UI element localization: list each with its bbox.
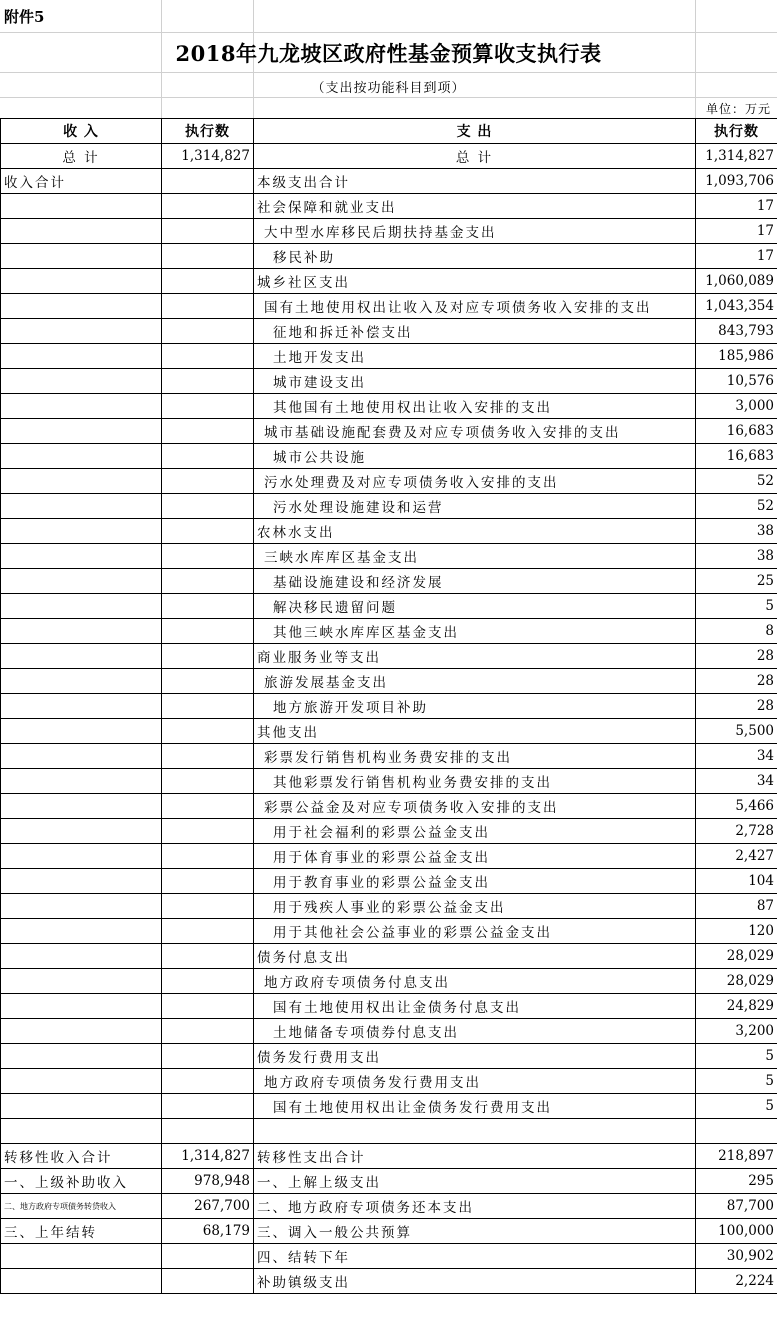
expense-item: 二、地方政府专项债务还本支出: [254, 1194, 696, 1219]
table-row: [1, 319, 777, 344]
expense-value: 2,728: [696, 819, 777, 844]
table-row: [1, 594, 777, 619]
income-value: [162, 519, 254, 544]
expense-item: 城市建设支出: [254, 369, 696, 394]
table-row: [1, 819, 777, 844]
grid-line: [0, 72, 777, 73]
expense-value: 52: [696, 494, 777, 519]
expense-total-value: 1,314,827: [696, 144, 777, 169]
expense-value: 38: [696, 544, 777, 569]
income-column-header: 收 入: [1, 119, 162, 144]
expense-item: 商业服务业等支出: [254, 644, 696, 669]
income-value: [162, 1044, 254, 1069]
income-value: 267,700: [162, 1194, 254, 1219]
income-value: [162, 444, 254, 469]
expense-value: 30,902: [696, 1244, 777, 1269]
table-header-row: [1, 119, 777, 144]
expense-item: 用于其他社会公益事业的彩票公益金支出: [254, 919, 696, 944]
expense-value: 25: [696, 569, 777, 594]
table-row: [1, 394, 777, 419]
income-item: [1, 319, 162, 344]
expense-value: 34: [696, 769, 777, 794]
income-item: [1, 1094, 162, 1119]
income-item: 二、地方政府专项债务转贷收入: [1, 1194, 162, 1219]
table-row: [1, 469, 777, 494]
expense-value: 5: [696, 1069, 777, 1094]
income-value: [162, 744, 254, 769]
income-item: 一、上级补助收入: [1, 1169, 162, 1194]
table-row: [1, 1019, 777, 1044]
table-row: [1, 1119, 777, 1144]
income-item: [1, 369, 162, 394]
table-row: [1, 344, 777, 369]
income-item: [1, 1269, 162, 1294]
income-value: [162, 644, 254, 669]
income-item: [1, 1044, 162, 1069]
expense-value: 87,700: [696, 1194, 777, 1219]
page-title: 2018年九龙坡区政府性基金预算收支执行表: [175, 41, 602, 66]
table-row: [1, 1269, 777, 1294]
income-item: [1, 269, 162, 294]
table-row: [1, 794, 777, 819]
income-item: [1, 194, 162, 219]
income-item: [1, 419, 162, 444]
table-row: [1, 569, 777, 594]
income-value: [162, 469, 254, 494]
expense-value: 120: [696, 919, 777, 944]
expense-item: 地方政府专项债务发行费用支出: [254, 1069, 696, 1094]
table-row: [1, 1244, 777, 1269]
page-subtitle: （支出按功能科目到项）: [311, 81, 466, 96]
income-item: [1, 644, 162, 669]
table-row: [1, 244, 777, 269]
expense-value: 17: [696, 244, 777, 269]
expense-item: 移民补助: [254, 244, 696, 269]
income-item: [1, 794, 162, 819]
expense-item: 一、上解上级支出: [254, 1169, 696, 1194]
expense-value: 100,000: [696, 1219, 777, 1244]
expense-value: 10,576: [696, 369, 777, 394]
expense-value: 38: [696, 519, 777, 544]
expense-item: 用于社会福利的彩票公益金支出: [254, 819, 696, 844]
income-item: [1, 569, 162, 594]
income-item: [1, 619, 162, 644]
table-row: [1, 844, 777, 869]
expense-value: 16,683: [696, 444, 777, 469]
expense-item: 用于体育事业的彩票公益金支出: [254, 844, 696, 869]
income-value: [162, 944, 254, 969]
income-value: [162, 544, 254, 569]
income-item: [1, 1119, 162, 1144]
expense-item: 地方政府专项债务付息支出: [254, 969, 696, 994]
income-value: [162, 219, 254, 244]
expense-value: 5,466: [696, 794, 777, 819]
table-row: [1, 269, 777, 294]
income-item: [1, 744, 162, 769]
expense-item: 其他支出: [254, 719, 696, 744]
income-item: [1, 294, 162, 319]
expense-value: 28,029: [696, 944, 777, 969]
income-value: [162, 494, 254, 519]
expense-value: 17: [696, 194, 777, 219]
income-value: [162, 719, 254, 744]
table-row: [1, 744, 777, 769]
expense-item: 基础设施建设和经济发展: [254, 569, 696, 594]
income-value: [162, 1019, 254, 1044]
table-row: [1, 494, 777, 519]
income-item: [1, 469, 162, 494]
expense-value: 17: [696, 219, 777, 244]
table-row: [1, 169, 777, 194]
income-value: [162, 819, 254, 844]
expense-value: 28: [696, 694, 777, 719]
expense-item: 旅游发展基金支出: [254, 669, 696, 694]
expense-value: 28: [696, 644, 777, 669]
table-row: [1, 294, 777, 319]
income-total-value: 1,314,827: [162, 144, 254, 169]
unit-label: 单位：万元: [705, 102, 771, 116]
table-row: [1, 1169, 777, 1194]
expense-value: 28,029: [696, 969, 777, 994]
income-value: [162, 1119, 254, 1144]
income-value: [162, 1269, 254, 1294]
expense-item: [254, 1119, 696, 1144]
table-row: [1, 1194, 777, 1219]
table-row: [1, 919, 777, 944]
income-item: [1, 394, 162, 419]
table-row: [1, 694, 777, 719]
table-row: [1, 219, 777, 244]
expense-item: 转移性支出合计: [254, 1144, 696, 1169]
income-item: [1, 844, 162, 869]
expense-value: 1,043,354: [696, 294, 777, 319]
income-value: [162, 1069, 254, 1094]
expense-value: 1,093,706: [696, 169, 777, 194]
expense-item: 用于残疾人事业的彩票公益金支出: [254, 894, 696, 919]
income-value: [162, 344, 254, 369]
expense-value: 52: [696, 469, 777, 494]
expense-item: 城乡社区支出: [254, 269, 696, 294]
expense-item: 三、调入一般公共预算: [254, 1219, 696, 1244]
expense-item: 土地开发支出: [254, 344, 696, 369]
income-item: [1, 494, 162, 519]
expense-item: 其他彩票发行销售机构业务费安排的支出: [254, 769, 696, 794]
income-item: [1, 969, 162, 994]
expense-item: 城市公共设施: [254, 444, 696, 469]
income-value: [162, 794, 254, 819]
expense-value: 24,829: [696, 994, 777, 1019]
totals-row: [1, 144, 777, 169]
expense-item: 用于教育事业的彩票公益金支出: [254, 869, 696, 894]
table-row: [1, 444, 777, 469]
income-item: [1, 594, 162, 619]
income-item: 收入合计: [1, 169, 162, 194]
income-value: [162, 269, 254, 294]
expense-item: 三峡水库库区基金支出: [254, 544, 696, 569]
expense-item: 大中型水库移民后期扶持基金支出: [254, 219, 696, 244]
table-row: [1, 1069, 777, 1094]
income-item: [1, 1244, 162, 1269]
annex-label: 附件5: [4, 8, 45, 26]
expense-total-label: 总 计: [254, 144, 696, 169]
expense-value: [696, 1119, 777, 1144]
income-value: [162, 294, 254, 319]
income-item: [1, 769, 162, 794]
income-value: [162, 419, 254, 444]
table-row: [1, 1094, 777, 1119]
table-row: [1, 1219, 777, 1244]
income-value: [162, 869, 254, 894]
income-item: [1, 1069, 162, 1094]
expense-value: 5,500: [696, 719, 777, 744]
expense-item: 国有土地使用权出让收入及对应专项债务收入安排的支出: [254, 294, 696, 319]
expense-item: 污水处理费及对应专项债务收入安排的支出: [254, 469, 696, 494]
expense-item: 补助镇级支出: [254, 1269, 696, 1294]
income-item: [1, 869, 162, 894]
expense-item: 其他国有土地使用权出让收入安排的支出: [254, 394, 696, 419]
table-row: [1, 519, 777, 544]
income-value: [162, 594, 254, 619]
table-row: [1, 894, 777, 919]
income-value: [162, 619, 254, 644]
expense-column-header: 支 出: [254, 119, 696, 144]
expense-value: 2,224: [696, 1269, 777, 1294]
table-row: [1, 369, 777, 394]
expense-value: 295: [696, 1169, 777, 1194]
income-item: [1, 669, 162, 694]
expense-item: 其他三峡水库库区基金支出: [254, 619, 696, 644]
income-item: [1, 719, 162, 744]
expense-item: 农林水支出: [254, 519, 696, 544]
table-row: [1, 769, 777, 794]
income-value: 68,179: [162, 1219, 254, 1244]
expense-value: 16,683: [696, 419, 777, 444]
expense-item: 土地储备专项债券付息支出: [254, 1019, 696, 1044]
expense-value: 34: [696, 744, 777, 769]
income-amount-column-header: 执行数: [162, 119, 254, 144]
expense-amount-column-header: 执行数: [696, 119, 777, 144]
table-row: [1, 194, 777, 219]
income-total-label: 总 计: [1, 144, 162, 169]
table-row: [1, 1144, 777, 1169]
income-item: 三、上年结转: [1, 1219, 162, 1244]
income-value: [162, 319, 254, 344]
table-row: [1, 944, 777, 969]
expense-value: 104: [696, 869, 777, 894]
expense-value: 2,427: [696, 844, 777, 869]
income-item: [1, 219, 162, 244]
income-item: [1, 919, 162, 944]
income-value: [162, 169, 254, 194]
income-item: [1, 544, 162, 569]
income-value: [162, 919, 254, 944]
expense-item: 债务发行费用支出: [254, 1044, 696, 1069]
table-row: [1, 969, 777, 994]
expense-value: 1,060,089: [696, 269, 777, 294]
income-value: [162, 569, 254, 594]
expense-value: 185,986: [696, 344, 777, 369]
income-value: [162, 894, 254, 919]
income-value: [162, 369, 254, 394]
income-item: [1, 994, 162, 1019]
income-item: [1, 519, 162, 544]
income-item: [1, 244, 162, 269]
expense-value: 843,793: [696, 319, 777, 344]
expense-value: 218,897: [696, 1144, 777, 1169]
table-row: [1, 644, 777, 669]
expense-item: 社会保障和就业支出: [254, 194, 696, 219]
expense-item: 本级支出合计: [254, 169, 696, 194]
income-value: [162, 669, 254, 694]
income-item: 转移性收入合计: [1, 1144, 162, 1169]
table-row: [1, 669, 777, 694]
income-item: [1, 819, 162, 844]
expense-item: 债务付息支出: [254, 944, 696, 969]
income-value: [162, 694, 254, 719]
income-item: [1, 444, 162, 469]
income-item: [1, 894, 162, 919]
table-row: [1, 994, 777, 1019]
income-value: [162, 394, 254, 419]
income-item: [1, 1019, 162, 1044]
expense-item: 彩票公益金及对应专项债务收入安排的支出: [254, 794, 696, 819]
income-value: [162, 969, 254, 994]
expense-value: 5: [696, 1094, 777, 1119]
income-value: [162, 769, 254, 794]
expense-item: 征地和拆迁补偿支出: [254, 319, 696, 344]
expense-item: 四、结转下年: [254, 1244, 696, 1269]
table-row: [1, 869, 777, 894]
expense-item: 解决移民遗留问题: [254, 594, 696, 619]
income-item: [1, 694, 162, 719]
expense-value: 8: [696, 619, 777, 644]
expense-value: 3,000: [696, 394, 777, 419]
expense-value: 5: [696, 594, 777, 619]
expense-value: 3,200: [696, 1019, 777, 1044]
table-row: [1, 419, 777, 444]
income-item: [1, 344, 162, 369]
table-row: [1, 544, 777, 569]
income-value: 1,314,827: [162, 1144, 254, 1169]
expense-value: 87: [696, 894, 777, 919]
income-value: [162, 1244, 254, 1269]
expense-item: 国有土地使用权出让金债务发行费用支出: [254, 1094, 696, 1119]
grid-line: [0, 32, 777, 33]
table-row: [1, 619, 777, 644]
budget-table: [0, 118, 777, 1294]
income-item: [1, 944, 162, 969]
table-row: [1, 719, 777, 744]
expense-item: 国有土地使用权出让金债务付息支出: [254, 994, 696, 1019]
income-value: [162, 994, 254, 1019]
expense-value: 5: [696, 1044, 777, 1069]
income-value: [162, 844, 254, 869]
income-value: 978,948: [162, 1169, 254, 1194]
income-value: [162, 244, 254, 269]
expense-item: 污水处理设施建设和运营: [254, 494, 696, 519]
income-value: [162, 194, 254, 219]
grid-line: [0, 97, 777, 98]
table-row: [1, 1044, 777, 1069]
income-value: [162, 1094, 254, 1119]
expense-item: 城市基础设施配套费及对应专项债务收入安排的支出: [254, 419, 696, 444]
expense-item: 彩票发行销售机构业务费安排的支出: [254, 744, 696, 769]
expense-item: 地方旅游开发项目补助: [254, 694, 696, 719]
expense-value: 28: [696, 669, 777, 694]
